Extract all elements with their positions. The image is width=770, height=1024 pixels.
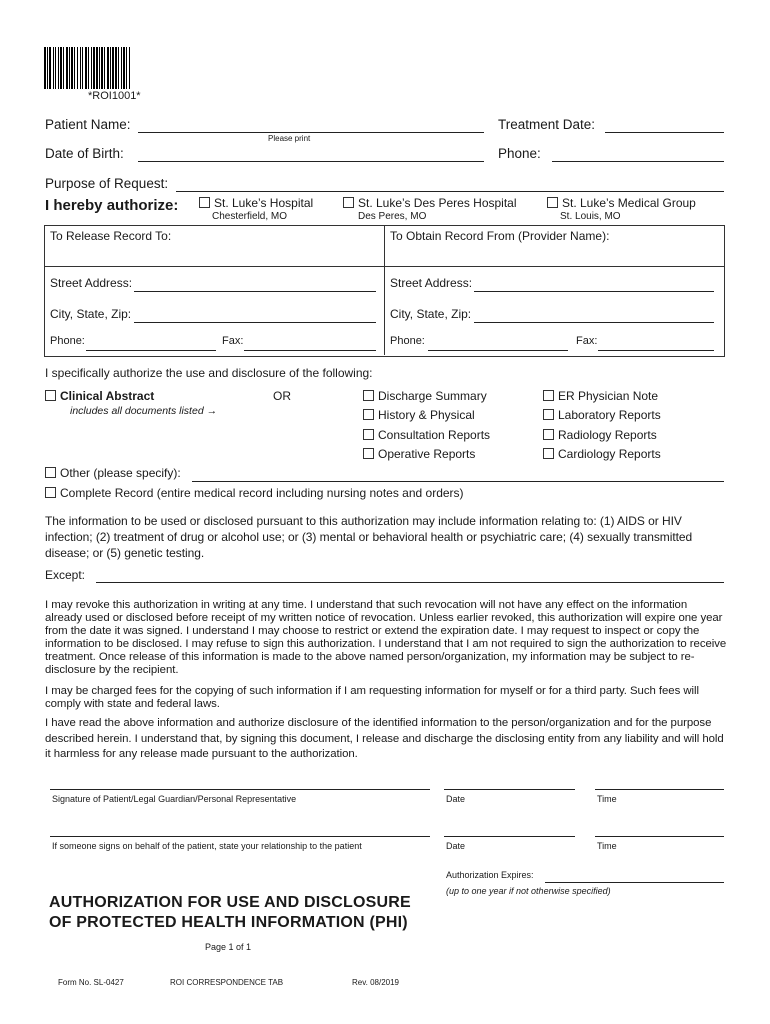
relationship-time-line[interactable]: [595, 836, 724, 837]
option-label: Laboratory Reports: [558, 408, 661, 422]
checkbox[interactable]: [343, 197, 354, 208]
option-consultation-reports[interactable]: [363, 428, 490, 442]
other-specify-input[interactable]: [192, 467, 724, 482]
obtain-street-input[interactable]: [474, 277, 714, 292]
release-fax-input[interactable]: [244, 336, 376, 351]
fees-paragraph: I may be charged fees for the copying of such information if I am requesting information for myself or for a third party. Such fees will comply with state and federal laws.: [45, 685, 699, 710]
form-title-line-1: AUTHORIZATION FOR USE AND DISCLOSURE: [49, 894, 411, 911]
relationship-date-line[interactable]: [444, 836, 575, 837]
checkbox[interactable]: [45, 487, 56, 498]
checkbox[interactable]: [543, 409, 554, 420]
relationship-line[interactable]: [50, 836, 430, 837]
option-clinical-abstract[interactable]: [45, 389, 154, 403]
disclosure-intro: I specifically authorize the use and disclosure of the following:: [45, 366, 373, 380]
dob-label: Date of Birth:: [45, 146, 124, 161]
option-location: Des Peres, MO: [358, 211, 427, 222]
clinical-abstract-note: includes all documents listed →: [70, 405, 218, 417]
option-label: Other (please specify):: [60, 466, 181, 480]
revocation-paragraph: I may revoke this authorization in writing at any time. I understand that such revocation will not have any effect on the information already used or disclosed before receipt of my written notice of revocation. Unless earlier revoked, this authorization will expire one year from the date it was signed. I understand I may choose to restrict or extend the expiration date. I may request to inspect or copy the information to be disclosed. I may refuse to sign this authorization. I understand that I am not required to sign the authorization to receive treatment. Once release of this information is made to the above named person/organization, my information may be subject to re-disclosure by the recipient.: [45, 599, 727, 676]
checkbox[interactable]: [363, 448, 374, 459]
checkbox[interactable]: [363, 390, 374, 401]
checkbox[interactable]: [45, 390, 56, 401]
form-number: Form No. SL-0427: [58, 978, 124, 987]
table-divider: [44, 266, 724, 267]
release-street-input[interactable]: [134, 277, 376, 292]
relationship-date-label: Date: [446, 841, 466, 851]
barcode-bar: [130, 47, 131, 89]
signature-label: Signature of Patient/Legal Guardian/Personal Representative: [52, 794, 297, 804]
option-name: St. Luke’s Medical Group: [562, 196, 696, 210]
option-label: Consultation Reports: [378, 428, 491, 442]
patient-name-label: Patient Name:: [45, 117, 131, 132]
checkbox[interactable]: [199, 197, 210, 208]
page-number: Page 1 of 1: [205, 942, 252, 952]
release-street-label: Street Address:: [50, 276, 133, 290]
purpose-label: Purpose of Request:: [45, 176, 169, 191]
please-print-note: Please print: [268, 134, 311, 143]
option-other[interactable]: [45, 466, 181, 480]
except-label: Except:: [45, 568, 86, 582]
checkbox[interactable]: [543, 448, 554, 459]
obtain-from-label: To Obtain Record From (Provider Name):: [390, 229, 610, 243]
option-laboratory-reports[interactable]: [543, 408, 661, 422]
checkbox[interactable]: [363, 409, 374, 420]
option-label: Radiology Reports: [558, 428, 657, 442]
dob-input[interactable]: [138, 147, 484, 162]
treatment-date-input[interactable]: [605, 118, 724, 133]
or-label: OR: [273, 389, 291, 403]
option-complete-record[interactable]: [45, 486, 464, 500]
patient-name-input[interactable]: [138, 118, 484, 133]
option-location: St. Louis, MO: [560, 211, 621, 222]
treatment-date-label: Treatment Date:: [498, 117, 596, 132]
option-label: Cardiology Reports: [558, 447, 661, 461]
option-label: Complete Record (entire medical record including nursing notes and orders): [60, 486, 464, 500]
release-fax-label: Fax:: [222, 335, 244, 347]
option-label: Discharge Summary: [378, 389, 487, 403]
release-phone-input[interactable]: [86, 336, 216, 351]
signature-time-line[interactable]: [595, 789, 724, 790]
acknowledgement-paragraph: I have read the above information and authorize disclosure of the identified information to the person/organization and for the purpose described herein. I understand that, by signing this document, I release and discharge the disclosing entity from any liability and will hold it harmless for any release made pursuant to the authorization.: [45, 717, 724, 760]
option-st-lukes-hospital[interactable]: [199, 196, 313, 210]
signature-date-label: Date: [446, 794, 466, 804]
signature-line[interactable]: [50, 789, 430, 790]
barcode-text: *ROI1001*: [88, 90, 141, 102]
option-location: Chesterfield, MO: [212, 211, 288, 222]
relationship-time-label: Time: [597, 841, 617, 851]
obtain-fax-label: Fax:: [576, 335, 598, 347]
release-phone-label: Phone:: [50, 335, 85, 347]
except-input[interactable]: [96, 568, 724, 583]
release-to-label: To Release Record To:: [50, 229, 172, 243]
option-er-physician-note[interactable]: [543, 389, 658, 403]
option-label: Clinical Abstract: [60, 389, 155, 403]
signature-time-label: Time: [597, 794, 617, 804]
option-history-physical[interactable]: [363, 408, 475, 422]
obtain-city-label: City, State, Zip:: [390, 307, 472, 321]
option-st-lukes-medical-group[interactable]: [547, 196, 696, 210]
option-label: Operative Reports: [378, 447, 476, 461]
revision-date: Rev. 08/2019: [352, 978, 399, 987]
option-name: St. Luke’s Des Peres Hospital: [358, 196, 517, 210]
option-name: St. Luke’s Hospital: [214, 196, 314, 210]
option-radiology-reports[interactable]: [543, 428, 657, 442]
relationship-label: If someone signs on behalf of the patient, state your relationship to the patient: [52, 841, 362, 851]
checkbox[interactable]: [363, 429, 374, 440]
option-operative-reports[interactable]: [363, 447, 475, 461]
table-divider: [384, 225, 385, 355]
phone-label: Phone:: [498, 146, 541, 161]
sensitive-info-paragraph: The information to be used or disclosed pursuant to this authorization may include information relating to: (1) AIDS or HIV infection; (2) treatment of drug or alcohol use; or (3) mental or behavioral health or psychiatric care; (4) sexually transmitted disease; or (5) genetic testing.: [45, 514, 693, 560]
release-city-input[interactable]: [134, 308, 376, 323]
release-city-label: City, State, Zip:: [50, 307, 132, 321]
form-title-line-2: OF PROTECTED HEALTH INFORMATION (PHI): [49, 914, 408, 931]
signature-date-line[interactable]: [444, 789, 575, 790]
expires-input[interactable]: [545, 869, 724, 883]
obtain-phone-input[interactable]: [428, 336, 568, 351]
authorize-label: I hereby authorize:: [45, 197, 179, 214]
expires-label: Authorization Expires:: [446, 870, 534, 880]
option-cardiology-reports[interactable]: [543, 447, 661, 461]
checkbox[interactable]: [547, 197, 558, 208]
correspondence-tab: ROI CORRESPONDENCE TAB: [170, 978, 284, 987]
phone-input[interactable]: [552, 147, 724, 162]
obtain-city-input[interactable]: [474, 308, 714, 323]
checkbox[interactable]: [543, 390, 554, 401]
checkbox[interactable]: [45, 467, 56, 478]
obtain-street-label: Street Address:: [390, 276, 473, 290]
checkbox[interactable]: [543, 429, 554, 440]
option-st-lukes-des-peres[interactable]: [343, 196, 517, 210]
option-label: ER Physician Note: [558, 389, 659, 403]
obtain-fax-input[interactable]: [598, 336, 714, 351]
barcode: [44, 47, 189, 89]
option-discharge-summary[interactable]: [363, 389, 487, 403]
option-label: History & Physical: [378, 408, 475, 422]
obtain-phone-label: Phone:: [390, 335, 425, 347]
purpose-input[interactable]: [176, 177, 724, 192]
expires-note: (up to one year if not otherwise specified): [446, 886, 611, 896]
